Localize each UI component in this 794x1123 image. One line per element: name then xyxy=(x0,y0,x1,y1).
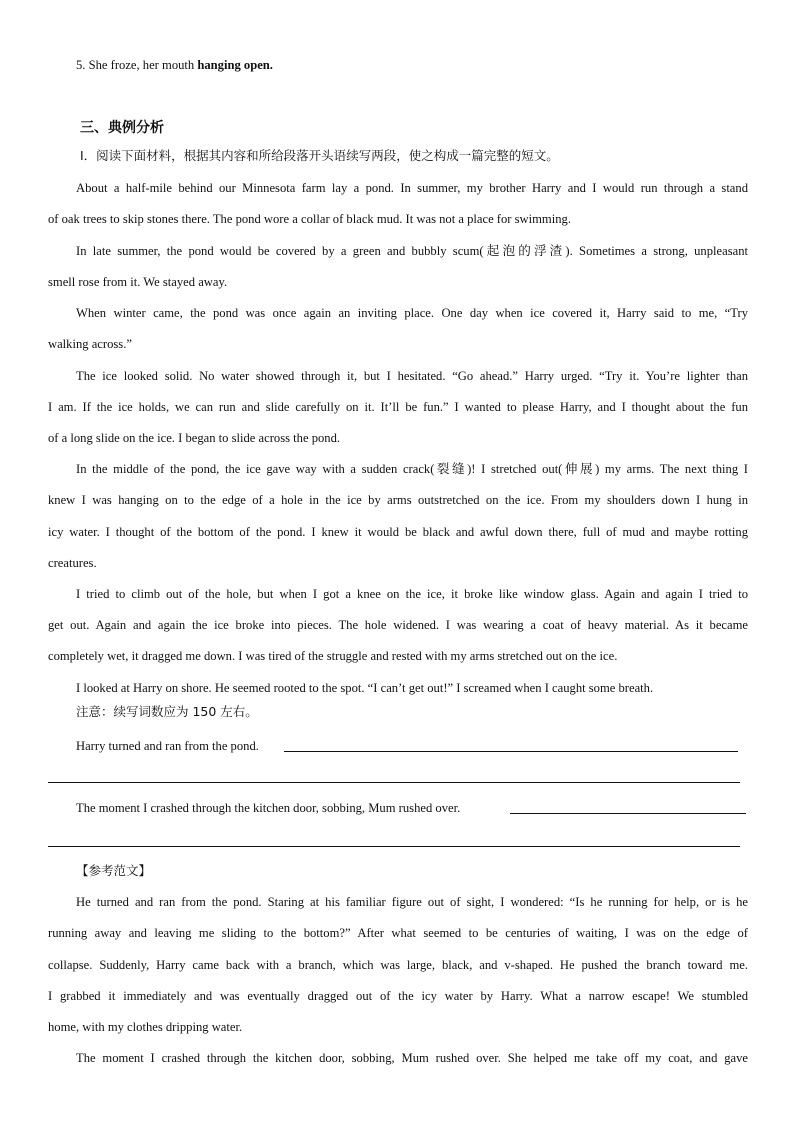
passage-line: completely wet, it dragged me down. I was tired of the struggle and rested with my arms stretched out on the ice. xyxy=(48,649,618,663)
passage-line: of a long slide on the ice. I began to slide across the pond. xyxy=(48,431,341,445)
reference-line: He turned and ran from the pond. Staring at his familiar figure out of sight, I wondered: “Is he running for help, or is he xyxy=(76,895,748,909)
reference-line: running away and leaving me sliding to the bottom?” After what seemed to be centuries of waiting, I was on the edge of xyxy=(48,926,748,940)
prompt-1-text: Harry turned and ran from the pond. xyxy=(76,739,259,753)
answer-blank-line[interactable] xyxy=(284,751,738,752)
reference-heading: 【参考范文】 xyxy=(76,863,152,878)
passage-line: In the middle of the pond, the ice gave way with a sudden crack(裂缝)! I stretched out(伸展) my arms. The next thing I xyxy=(76,462,748,476)
task-instruction: Ⅰ．阅读下面材料，根据其内容和所给段落开头语续写两段，使之构成一篇完整的短文。 xyxy=(80,148,559,163)
answer-blank-line[interactable] xyxy=(510,813,746,814)
passage-line: icy water. I thought of the bottom of the pond. I knew it would be black and awful down there, full of mud and maybe rotting xyxy=(48,525,748,539)
reference-line: collapse. Suddenly, Harry came back with a branch, which was large, black, and v-shaped. He pushed the branch toward me. xyxy=(48,958,748,972)
reference-line: The moment I crashed through the kitchen door, sobbing, Mum rushed over. She helped me take off my coat, and gave xyxy=(76,1051,748,1065)
passage-line: knew I was hanging on to the edge of a hole in the ice by arms outstretched on the ice. From my shoulders down I hung in xyxy=(48,493,748,507)
passage-line: walking across.” xyxy=(48,337,132,351)
passage-line: I am. If the ice holds, we can run and slide carefully on it. It’ll be fun.” I wanted to please Harry, and I thought about the fun xyxy=(48,400,748,414)
passage-line: In late summer, the pond would be covered by a green and bubbly scum(起泡的浮渣). Sometimes a strong, unpleasant xyxy=(76,244,748,258)
passage-line: The ice looked solid. No water showed through it, but I hesitated. “Go ahead.” Harry urged. “Try it. You’re lighter than xyxy=(76,369,748,383)
reference-line: home, with my clothes dripping water. xyxy=(48,1020,243,1034)
passage-line: of oak trees to skip stones there. The pond wore a collar of black mud. It was not a place for swimming. xyxy=(48,212,571,226)
prompt-2-text: The moment I crashed through the kitchen door, sobbing, Mum rushed over. xyxy=(76,801,461,815)
answer-blank-line[interactable] xyxy=(48,846,740,847)
item-5-bold-phrase: hanging open. xyxy=(197,58,273,72)
list-item-5 xyxy=(76,57,776,73)
section-heading: 三、典例分析 xyxy=(80,120,164,136)
reference-line: I grabbed it immediately and was eventually dragged out of the icy water by Harry. What a narrow escape! We stumbled xyxy=(48,989,748,1003)
item-5-text: 5. She froze, her mouth xyxy=(76,58,198,72)
passage-line: I tried to climb out of the hole, but when I got a knee on the ice, it broke like window glass. Again and again I tried to xyxy=(76,587,748,601)
word-count-note: 注意：续写词数应为 150 左右。 xyxy=(76,704,258,719)
passage-line: When winter came, the pond was once again an inviting place. One day when ice covered it, Harry said to me, “Try xyxy=(76,306,748,320)
passage-line: creatures. xyxy=(48,556,97,570)
answer-blank-line[interactable] xyxy=(48,782,740,783)
passage-line: get out. Again and again the ice broke into pieces. The hole widened. I was wearing a coat of heavy material. As it became xyxy=(48,618,748,632)
passage-line: About a half-mile behind our Minnesota farm lay a pond. In summer, my brother Harry and I would run through a stand xyxy=(76,181,748,195)
passage-line: smell rose from it. We stayed away. xyxy=(48,275,228,289)
passage-line: I looked at Harry on shore. He seemed rooted to the spot. “I can’t get out!” I screamed when I caught some breath. xyxy=(76,681,654,695)
